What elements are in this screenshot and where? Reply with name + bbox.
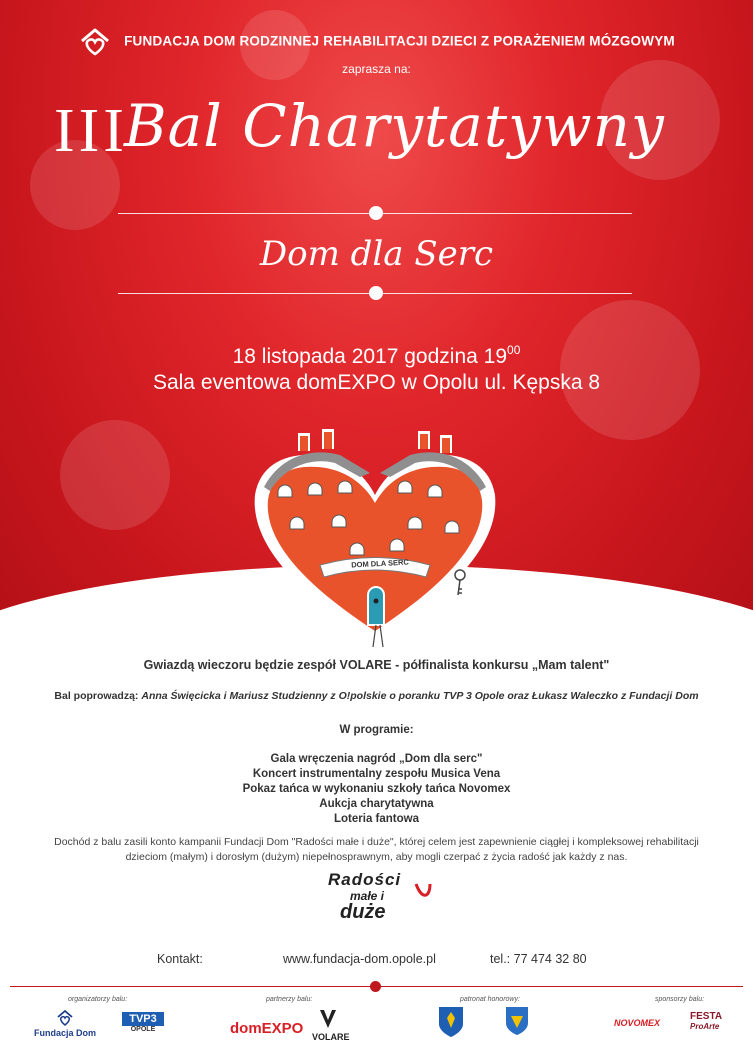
program-heading: W programie: [339,724,414,736]
logo-festa-text: FESTA [690,1011,723,1022]
divider-dot-bottom [369,286,383,300]
organizers-label: organizatorzy balu: [68,996,128,1003]
contact-label: Kontakt: [157,952,203,966]
campaign-logo-word-3: duże [340,901,386,923]
partners-label: partnerzy balu: [266,996,313,1003]
house-banner: DOM DLA SERC [350,557,410,570]
event-date [0,343,753,369]
event-title [40,92,720,182]
event-date-text: 18 listopada 2017 godzina 19 [232,345,508,368]
hosts-line [0,690,753,702]
logo-domexpo: domEXPO [230,1020,304,1037]
event-subtitle: Dom dla Serc [259,234,494,274]
campaign-logo-word-2: małe i [350,889,385,903]
program-item: Gala wręczenia nagród „Dom dla serc" [270,753,483,765]
edition-number: III [54,97,128,165]
logo-fundacja-text: Fundacja Dom [33,1028,96,1038]
heart-house-illustration [240,425,510,650]
invite-text: zaprasza na: [342,62,411,76]
website-link[interactable]: www.fundacja-dom.opole.pl [283,952,436,966]
hosts-names: Anna Święcicka i Mariusz Studzienny z O!polskie o poranku TVP 3 Opole oraz Łukasz Waleczko z Fundacji Dom [141,690,699,702]
logo-proarte-text: ProArte [690,1022,720,1031]
program-item: Pokaz tańca w wykonaniu szkoły tańca Novomex [242,783,511,795]
campaign-logo-word-1: Radości [328,870,402,889]
house-heart-icon [56,1010,74,1026]
star-of-evening: Gwiazdą wieczoru będzie zespół VOLARE - półfinalista konkursu „Mam talent" [143,658,610,672]
coat-of-arms-voivodeship-icon [438,1006,464,1038]
income-note: Dochód z balu zasili konto kampanii Fundacji Dom "Radości małe i duże", której celem jest zapewnienie ciągłej i kompleksowej rehabilitacji dzieciom (małym) i dorosłym (dużym) niepełnosprawnym, aby mogli czerpać z życia radość jak każdy z nas. [54,836,699,863]
coat-of-arms-opole-icon [505,1006,529,1036]
program-item: Loteria fantowa [334,813,419,825]
program-list [0,752,753,827]
event-time-minutes: 00 [507,343,521,357]
heart-house-icon [240,425,510,650]
organization-header [0,27,753,57]
divider-dot-top [369,206,383,220]
logo-tvp-text: TVP3 [122,1012,164,1026]
hosts-label: Bal poprowadzą: [54,690,139,702]
program-item: Koncert instrumentalny zespołu Musica Vena [252,768,501,780]
logo-fundacja-dom [22,1010,108,1038]
logo-tvp-sub: OPOLE [130,1026,156,1033]
logo-novomex: NOVOMEX [614,1018,661,1028]
logo-tvp3 [122,1012,164,1033]
phone-number: tel.: 77 474 32 80 [490,952,587,966]
logo-festa-proarte [690,1012,734,1032]
logo-volare: VOLARE [312,1032,350,1042]
footer-divider-dot [370,981,381,992]
event-name: Bal Charytatywny [124,92,665,160]
event-venue: Sala eventowa domEXPO w Opolu ul. Kępska 8 [152,371,601,394]
organization-name: FUNDACJA DOM RODZINNEJ REHABILITACJI DZIECI Z PORAŻENIEM MÓZGOWYM [124,33,675,49]
house-heart-icon [78,27,112,57]
smile-icon [412,878,434,904]
campaign-logo [318,870,438,928]
volare-v-icon [318,1008,338,1030]
sponsors-label: sponsorzy balu: [655,996,705,1003]
patronage-label: patronat honorowy: [460,996,520,1003]
program-item: Aukcja charytatywna [319,798,434,810]
